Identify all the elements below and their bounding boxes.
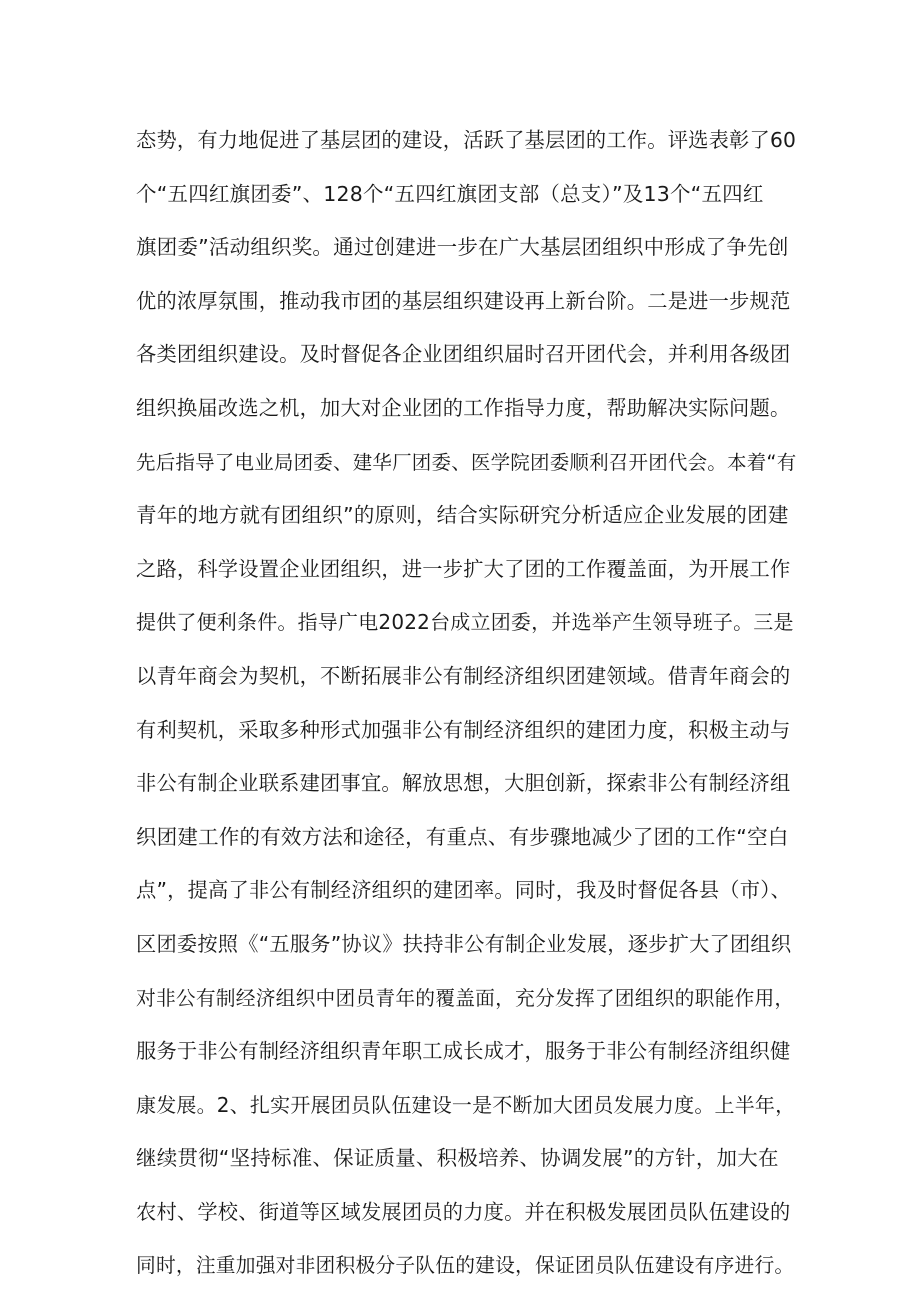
text-line-13: 非公有制企业联系建团事宜。解放思想，大胆创新，探索非公有制经济组	[136, 771, 791, 796]
text-line-14: 织团建工作的有效方法和途径，有重点、有步骤地减少了团的工作“空白	[136, 824, 789, 849]
text-line-12: 有利契机，采取多种形式加强非公有制经济组织的建团力度，积极主动与	[136, 717, 791, 742]
text-line-11: 以青年商会为契机，不断拓展非公有制经济组织团建领域。借青年商会的	[136, 663, 791, 688]
text-line-15: 点”，提高了非公有制经济组织的建团率。同时，我及时督促各县（市）、	[136, 878, 791, 903]
text-line-3: 旗团委”活动组织奖。通过创建进一步在广大基层团组织中形成了争先创	[136, 235, 789, 260]
text-line-16: 区团委按照《“五服务”协议》扶持非公有制企业发展，逐步扩大了团组织	[136, 931, 792, 956]
text-line-10: 提供了便利条件。指导广电2022台成立团委，并选举产生领导班子。三是	[136, 610, 794, 635]
text-line-1: 态势，有力地促进了基层团的建设，活跃了基层团的工作。评选表彰了60	[136, 128, 797, 152]
text-line-20: 继续贯彻“坚持标准、保证质量、积极培养、协调发展”的方针，加大在	[136, 1146, 779, 1171]
text-line-5: 各类团组织建设。及时督促各企业团组织届时召开团代会，并利用各级团	[136, 342, 791, 367]
text-line-7: 先后指导了电业局团委、建华厂团委、医学院团委顺利召开团代会。本着“有	[136, 450, 797, 474]
text-line-4: 优的浓厚氛围，推动我市团的基层组织建设再上新台阶。二是进一步规范	[136, 288, 791, 313]
text-line-6: 组织换届改选之机，加大对企业团的工作指导力度，帮助解决实际问题。	[136, 395, 791, 420]
text-line-17: 对非公有制经济组织中团员青年的覆盖面，充分发挥了团组织的职能作用，	[136, 986, 795, 1010]
text-line-2: 个“五四红旗团委”、128个“五四红旗团支部（总支）”及13个“五四红	[136, 181, 764, 206]
text-line-21: 农村、学校、街道等区域发展团员的力度。并在积极发展团员队伍建设的	[136, 1199, 791, 1224]
body-text	[136, 114, 796, 1293]
text-line-9: 之路，科学设置企业团组织，进一步扩大了团的工作覆盖面，为开展工作	[136, 556, 791, 581]
text-line-18: 服务于非公有制经济组织青年职工成长成才，服务于非公有制经济组织健	[136, 1039, 791, 1064]
text-line-22: 同时，注重加强对非团积极分子队伍的建设，保证团员队伍建设有序进行。	[136, 1254, 795, 1278]
text-line-19: 康发展。2、扎实开展团员队伍建设一是不断加大团员发展力度。上半年，	[136, 1092, 796, 1117]
text-line-8: 青年的地方就有团组织”的原则，结合实际研究分析适应企业发展的团建	[136, 503, 789, 528]
